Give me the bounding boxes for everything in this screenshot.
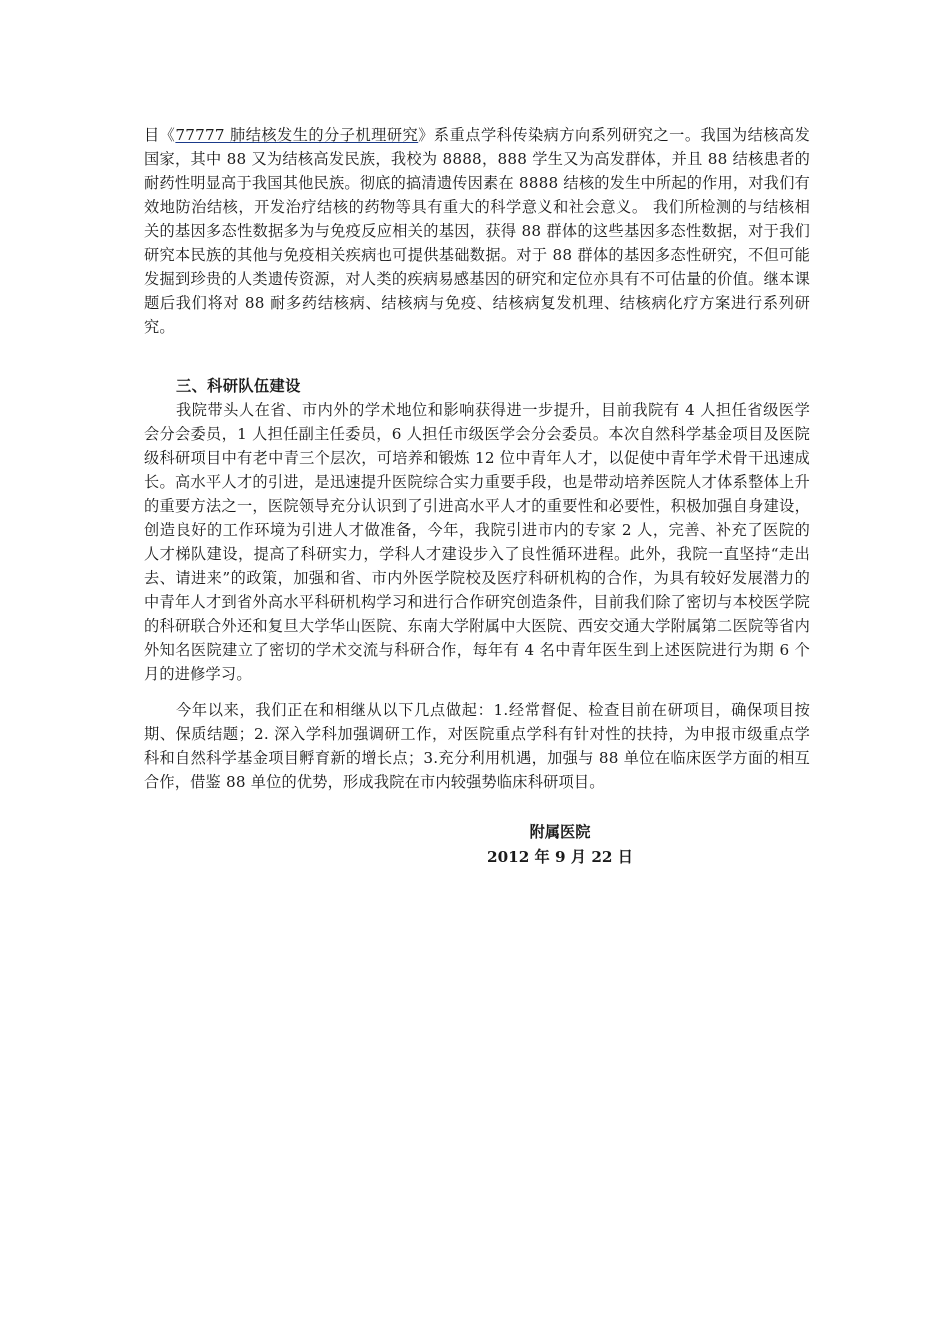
section-heading: 三、科研队伍建设 — [176, 377, 301, 395]
paragraph-prefix: 目《 — [144, 126, 176, 144]
paragraph-research-significance — [144, 123, 810, 339]
signature-date: 2012 年 9 月 22 日 — [487, 848, 633, 866]
paragraph-plans: 今年以来，我们正在和相继从以下几点做起：1.经常督促、检查目前在研项目，确保项目按期、保质结题；2. 深入学科加强调研工作，对医院重点学科有针对性的扶持，为申报市级重点学科和自然科学基金项目孵育新的增长点；3.充分利用机遇，加强与 88 单位在临床医学方面的相互合作，借鉴 88 单位的优势，形成我院在市内较强势临床科研项目。 — [144, 701, 810, 791]
project-title-link[interactable]: 77777 肺结核发生的分子机理研究 — [175, 126, 419, 144]
signature-organization: 附属医院 — [529, 823, 591, 841]
paragraph-suffix: 》系重点学科传染病方向系列研究之一。我国为结核高发国家，其中 88 又为结核高发民族，我校为 8888，888 学生又为高发群体，并且 88 结核患者的耐药性明显高于我国其他民族。彻底的搞清遗传因素在 8888 结核的发生中所起的作用，对我们有效地防治结核，开发治疗结核的药物等具有重大的科学意义和社会意义。 我们所检测的与结核相关的基因多态性数据多为与免疫反应相关的基因，获得 88 群体的这些基因多态性数据，对于我们研究本民族的其他与免疫相关疾病也可提供基础数据。对于 88 群体的基因多态性研究，不但可能发掘到珍贵的人类遗传资源，对人类的疾病易感基因的研究和定位亦具有不可估量的价值。继本课题后我们将对 88 耐多药结核病、结核病与免疫、结核病复发机理、结核病化疗方案进行系列研究。 — [144, 126, 811, 336]
paragraph-team-building: 我院带头人在省、市内外的学术地位和影响获得进一步提升，目前我院有 4 人担任省级医学会分会委员，1 人担任副主任委员，6 人担任市级医学会分会委员。本次自然科学基金项目及医院级科研项目中有老中青三个层次，可培养和锻炼 12 位中青年人才，以促使中青年学术骨干迅速成长。高水平人才的引进，是迅速提升医院综合实力重要手段，也是带动培养医院人才体系整体上升的重要方法之一，医院领导充分认识到了引进高水平人才的重要性和必要性，积极加强自身建设，创造良好的工作环境为引进人才做准备，今年，我院引进市内的专家 2 人，完善、补充了医院的人才梯队建设，提高了科研实力，学科人才建设步入了良性循环进程。此外，我院一直坚持“走出去、请进来”的政策，加强和省、市内外医学院校及医疗科研机构的合作，为具有较好发展潜力的中青年人才到省外高水平科研机构学习和进行合作研究创造条件，目前我们除了密切与本校医学院的科研联合外还和复旦大学华山医院、东南大学附属中大医院、西安交通大学附属第二医院等省内外知名医院建立了密切的学术交流与科研合作，每年有 4 名中青年医生到上述医院进行为期 6 个月的进修学习。 — [144, 401, 810, 683]
